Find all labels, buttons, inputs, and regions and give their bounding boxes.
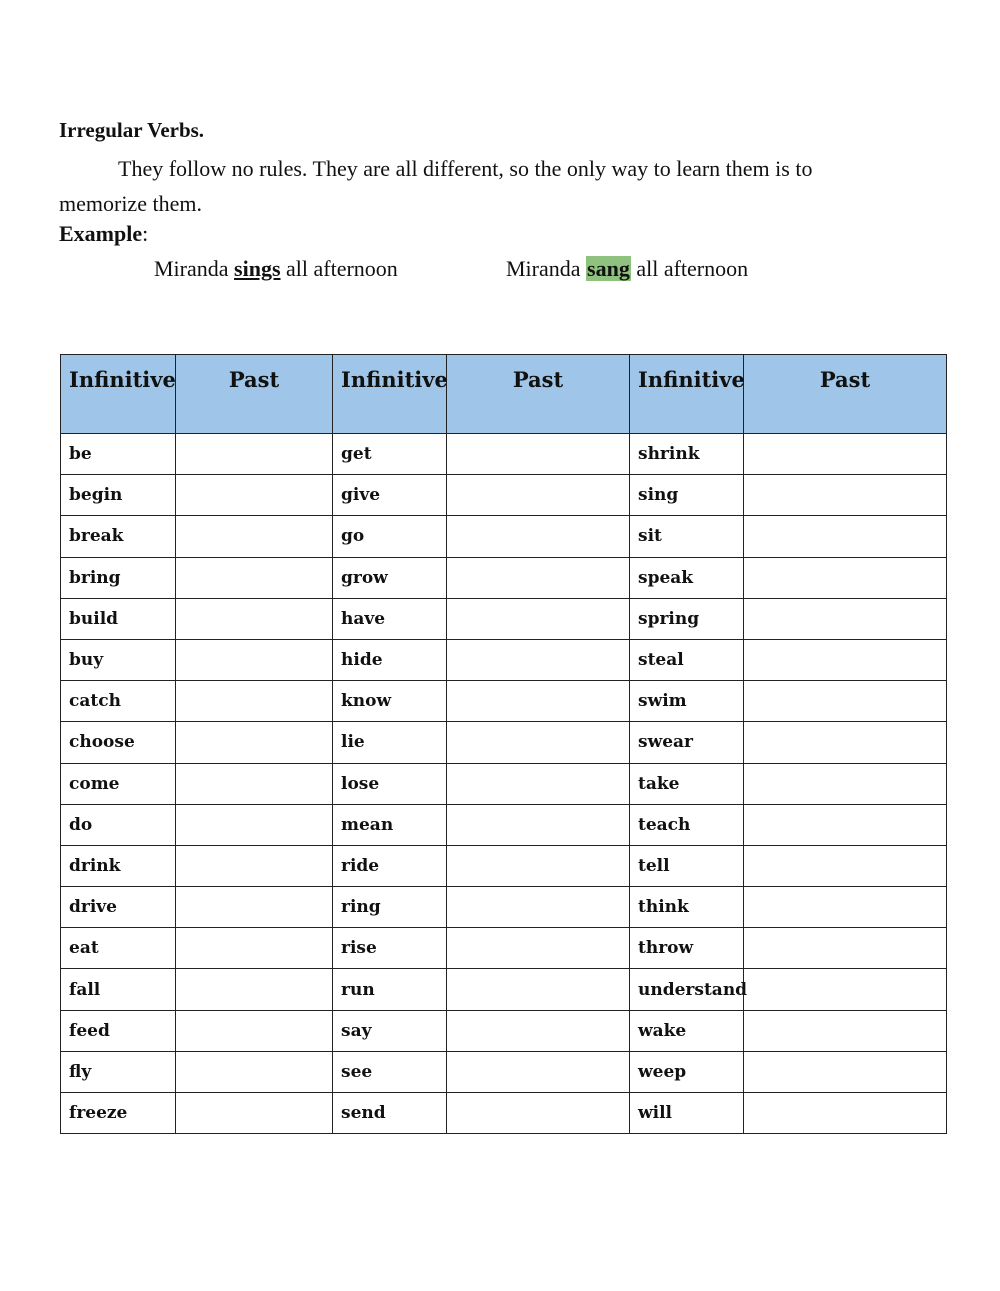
past-verb-highlight: sang	[587, 256, 630, 281]
infinitive-cell: hide	[333, 639, 447, 680]
infinitive-cell: give	[333, 475, 447, 516]
irregular-verbs-table	[60, 354, 947, 1134]
past-answer-cell[interactable]	[447, 475, 630, 516]
table-row	[61, 598, 947, 639]
example-label: Example:	[59, 221, 149, 246]
infinitive-cell: think	[630, 887, 744, 928]
past-answer-cell[interactable]	[176, 763, 333, 804]
past-answer-cell[interactable]	[447, 804, 630, 845]
past-answer-cell[interactable]	[744, 804, 947, 845]
infinitive-cell: take	[630, 763, 744, 804]
infinitive-cell: tell	[630, 845, 744, 886]
past-answer-cell[interactable]	[176, 1051, 333, 1092]
past-answer-cell[interactable]	[744, 1051, 947, 1092]
past-answer-cell[interactable]	[744, 1093, 947, 1134]
infinitive-cell: say	[333, 1010, 447, 1051]
infinitive-cell: teach	[630, 804, 744, 845]
past-answer-cell[interactable]	[447, 1051, 630, 1092]
past-answer-cell[interactable]	[176, 1093, 333, 1134]
infinitive-cell: freeze	[61, 1093, 176, 1134]
infinitive-cell: speak	[630, 557, 744, 598]
infinitive-cell: catch	[61, 681, 176, 722]
infinitive-cell: ring	[333, 887, 447, 928]
present-verb: sings	[234, 256, 281, 281]
table-body	[61, 434, 947, 1134]
past-answer-cell[interactable]	[744, 887, 947, 928]
past-answer-cell[interactable]	[447, 887, 630, 928]
infinitive-cell: rise	[333, 928, 447, 969]
past-answer-cell[interactable]	[447, 928, 630, 969]
past-answer-cell[interactable]	[447, 969, 630, 1010]
worksheet-title: Irregular Verbs.	[59, 118, 205, 142]
past-answer-cell[interactable]	[176, 516, 333, 557]
past-answer-cell[interactable]	[176, 845, 333, 886]
table-row	[61, 516, 947, 557]
past-answer-cell[interactable]	[447, 1010, 630, 1051]
example-sentence-present: Miranda sings all afternoon	[154, 256, 398, 281]
table-row	[61, 969, 947, 1010]
past-answer-cell[interactable]	[176, 434, 333, 475]
past-answer-cell[interactable]	[176, 557, 333, 598]
infinitive-cell: begin	[61, 475, 176, 516]
table-row	[61, 1093, 947, 1134]
infinitive-cell: understand	[630, 969, 744, 1010]
infinitive-cell: fall	[61, 969, 176, 1010]
past-answer-cell[interactable]	[447, 763, 630, 804]
infinitive-cell: throw	[630, 928, 744, 969]
header-infinitive-2: Infinitive	[333, 355, 447, 434]
infinitive-cell: weep	[630, 1051, 744, 1092]
past-answer-cell[interactable]	[447, 1093, 630, 1134]
header-past-1: Past	[176, 355, 333, 434]
infinitive-cell: swear	[630, 722, 744, 763]
intro-paragraph: They follow no rules. They are all different, so the only way to learn them is to memorize them.	[59, 156, 813, 216]
header-infinitive-3: Infinitive	[630, 355, 744, 434]
table-row	[61, 722, 947, 763]
infinitive-cell: fly	[61, 1051, 176, 1092]
infinitive-cell: lie	[333, 722, 447, 763]
past-answer-cell[interactable]	[176, 639, 333, 680]
infinitive-cell: ride	[333, 845, 447, 886]
table-row	[61, 763, 947, 804]
infinitive-cell: see	[333, 1051, 447, 1092]
infinitive-cell: bring	[61, 557, 176, 598]
table-row	[61, 681, 947, 722]
past-answer-cell[interactable]	[176, 969, 333, 1010]
past-answer-cell[interactable]	[744, 928, 947, 969]
header-past-3: Past	[744, 355, 947, 434]
past-answer-cell[interactable]	[744, 516, 947, 557]
header-infinitive-1: Infinitive	[61, 355, 176, 434]
infinitive-cell: get	[333, 434, 447, 475]
infinitive-cell: send	[333, 1093, 447, 1134]
past-answer-cell[interactable]	[744, 1010, 947, 1051]
infinitive-cell: buy	[61, 639, 176, 680]
past-answer-cell[interactable]	[447, 557, 630, 598]
infinitive-cell: come	[61, 763, 176, 804]
past-answer-cell[interactable]	[744, 763, 947, 804]
table-row	[61, 1051, 947, 1092]
past-answer-cell[interactable]	[744, 475, 947, 516]
infinitive-cell: wake	[630, 1010, 744, 1051]
infinitive-cell: feed	[61, 1010, 176, 1051]
table-row	[61, 557, 947, 598]
infinitive-cell: shrink	[630, 434, 744, 475]
past-answer-cell[interactable]	[176, 681, 333, 722]
past-answer-cell[interactable]	[176, 928, 333, 969]
infinitive-cell: mean	[333, 804, 447, 845]
infinitive-cell: break	[61, 516, 176, 557]
past-answer-cell[interactable]	[744, 845, 947, 886]
past-answer-cell[interactable]	[176, 1010, 333, 1051]
infinitive-cell: know	[333, 681, 447, 722]
infinitive-cell: steal	[630, 639, 744, 680]
past-answer-cell[interactable]	[176, 887, 333, 928]
infinitive-cell: lose	[333, 763, 447, 804]
infinitive-cell: spring	[630, 598, 744, 639]
past-answer-cell[interactable]	[176, 722, 333, 763]
past-answer-cell[interactable]	[447, 722, 630, 763]
infinitive-cell: do	[61, 804, 176, 845]
infinitive-cell: be	[61, 434, 176, 475]
infinitive-cell: have	[333, 598, 447, 639]
infinitive-cell: build	[61, 598, 176, 639]
infinitive-cell: sing	[630, 475, 744, 516]
past-answer-cell[interactable]	[447, 681, 630, 722]
table-row	[61, 475, 947, 516]
table-row	[61, 804, 947, 845]
table-header-row	[61, 355, 947, 434]
past-answer-cell[interactable]	[744, 639, 947, 680]
table-row	[61, 1010, 947, 1051]
past-answer-cell[interactable]	[176, 598, 333, 639]
infinitive-cell: eat	[61, 928, 176, 969]
table-row	[61, 639, 947, 680]
example-sentence-past: Miranda sang all afternoon	[506, 256, 749, 281]
infinitive-cell: swim	[630, 681, 744, 722]
past-answer-cell[interactable]	[744, 969, 947, 1010]
table-row	[61, 434, 947, 475]
past-answer-cell[interactable]	[744, 557, 947, 598]
table-row	[61, 928, 947, 969]
past-answer-cell[interactable]	[447, 598, 630, 639]
infinitive-cell: choose	[61, 722, 176, 763]
infinitive-cell: will	[630, 1093, 744, 1134]
infinitive-cell: drive	[61, 887, 176, 928]
infinitive-cell: sit	[630, 516, 744, 557]
past-answer-cell[interactable]	[447, 434, 630, 475]
table-row	[61, 887, 947, 928]
past-answer-cell[interactable]	[744, 681, 947, 722]
past-answer-cell[interactable]	[176, 804, 333, 845]
past-answer-cell[interactable]	[447, 516, 630, 557]
past-answer-cell[interactable]	[447, 639, 630, 680]
past-answer-cell[interactable]	[744, 598, 947, 639]
past-answer-cell[interactable]	[447, 845, 630, 886]
past-answer-cell[interactable]	[744, 434, 947, 475]
infinitive-cell: drink	[61, 845, 176, 886]
infinitive-cell: run	[333, 969, 447, 1010]
infinitive-cell: go	[333, 516, 447, 557]
header-past-2: Past	[447, 355, 630, 434]
past-answer-cell[interactable]	[176, 475, 333, 516]
infinitive-cell: grow	[333, 557, 447, 598]
table-row	[61, 845, 947, 886]
past-answer-cell[interactable]	[744, 722, 947, 763]
